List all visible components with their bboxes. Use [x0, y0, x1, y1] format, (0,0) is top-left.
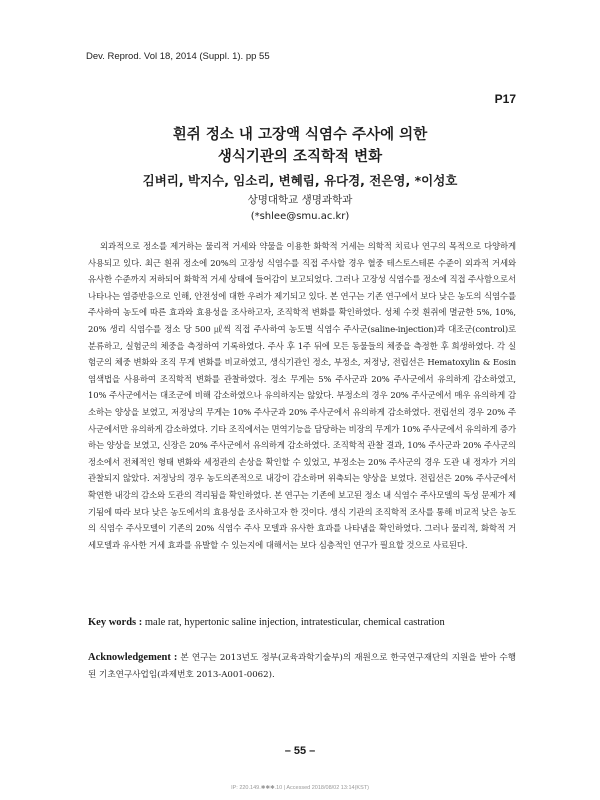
abstract-body: 외과적으로 정소를 제거하는 물리적 거세와 약물을 이용한 화학적 거세는 의학적 치료나 연구의 목적으로 다양하게 사용되고 있다. 최근 흰쥐 정소에 20%의 고장성 식염수를 직접 주사할 경우 혈중 테스토스테론 수준이 외과적 거세와 유사한 수준까지 저하되어 화학적 거세 상태에 들어감이 보고되었다. 그러나 고장성 식염수를 정소에 직접 주사함으로서 나타나는 염증반응으로 인해, 안전성에 대한 우려가 제기되고 있다. 본 연구는 기존 연구에서 보다 낮은 농도의 식염수를 주사하여 농도에 따른 효과와 효용성을 조사하고자, 조직학적 변화를 확인하였다. 성체 수컷 흰쥐에 멸균한 5%, 10%, 20% 생리 식염수를 정소 당 500 ㎕씩 직접 주사하여 농도별 식염수 주사군(saline-injection)과 대조군(control)로 분류하고, 실험군의 체중을 측정하여 기록하였다. 주사 후 1주 뒤에 모든 동물들의 체중을 측정한 후 희생하였다. 각 실험군의 체중 변화와 조직 무게 변화를 비교하였고, 생식기관인 정소, 부정소, 저정낭, 전립선은 Hematoxylin & Eosin 염색법을 사용하여 조직학적 변화를 관찰하였다. 정소 무게는 5% 주사군과 20% 주사군에서 유의하게 감소하였고, 10% 주사군에서는 대조군에 비해 감소하였으나 유의하지는 않았다. 부정소의 경우 20% 주사군에서 매우 유의하게 감소하는 양상을 보였고, 저정낭의 무게는 10% 주사군과 20% 주사군에서 유의하게 감소하였다. 전립선의 경우 20% 주사군에서만 유의하게 감소하였다. 기타 조직에서는 면역기능을 담당하는 비장의 무게가 10% 주사군에서 유의하게 증가하는 양상을 보였고, 신장은 20% 주사군에서 유의하게 감소하였다. 조직학적 관찰 결과, 10% 주사군과 20% 주사군의 정소에서 전체적인 형태 변화와 세정관의 손상을 확인할 수 있었고, 부정소는 20% 주사군의 경우 도관 내 정자가 거의 관찰되지 않았다. 저정낭의 경우 농도의존적으로 내강이 감소하며 위축되는 양상을 보였다. 전립선은 20% 주사군에서 확연한 내강의 감소와 도관의 격리됨을 확인하였다. 본 연구는 기존에 보고된 정소 내 식염수 주사모델의 독성 문제가 제기됨에 따라 보다 낮은 농도에서의 효용성을 조사하고자 한 것이다. 생식 기관의 조직학적 조사를 통해 비교적 낮은 농도의 식염수 주사모델이 기존의 20% 식염수 주사 모델과 유사한 효과를 나타냄을 확인하였다. 그러나 물리적, 화학적 거세모델과 유사한 거세 효과를 유발할 수 있는지에 대해서는 보다 심층적인 연구가 필요할 것으로 사료된다.: [88, 241, 516, 550]
page-number: – 55 –: [284, 745, 316, 757]
acknowledgement-text: 본 연구는 2013년도 정부(교육과학기술부)의 재원으로 한국연구재단의 지원을 받아 수행된 기초연구사업임(과제번호 2013-A001-0062).: [88, 653, 517, 680]
keywords: [88, 617, 528, 628]
author-list: 김벼리, 박지수, 임소리, 변혜림, 유다경, 전은영, *이성호: [142, 173, 458, 188]
poster-id: P17: [494, 92, 516, 106]
title-line-1: 흰쥐 정소 내 고장액 식염수 주사에 의한: [172, 127, 428, 143]
acknowledgement: [88, 649, 516, 684]
keywords-label: Key words :: [88, 617, 143, 628]
acknowledgement-label: Acknowledgement :: [88, 652, 178, 663]
corresponding-email: (*shlee@smu.ac.kr): [250, 211, 350, 222]
access-footer: IP: 220.149.✱✱✱.10 | Accessed 2018/08/02 13:14(KST): [231, 785, 369, 791]
journal-reference: Dev. Reprod. Vol 18, 2014 (Suppl. 1). pp 55: [86, 51, 270, 62]
title-line-2: 생식기관의 조직학적 변화: [217, 149, 383, 165]
keywords-text: male rat, hypertonic saline injection, intratesticular, chemical castration: [144, 617, 445, 628]
paper-title: [0, 124, 600, 168]
affiliation: 상명대학교 생명과학과: [247, 194, 353, 206]
